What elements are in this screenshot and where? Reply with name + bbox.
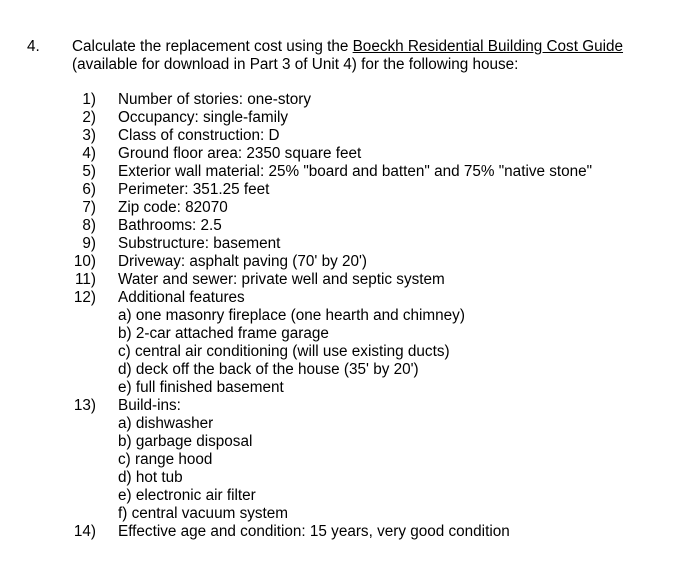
intro-text: Calculate the replacement cost using the [72,38,353,55]
build-in-item: c) range hood [118,451,213,468]
item-number: 12) [73,289,96,306]
additional-feature-item: b) 2-car attached frame garage [118,325,329,342]
item-text: Driveway: asphalt paving (70' by 20') [118,253,368,270]
question-intro [72,38,662,74]
item-number: 4) [82,145,96,162]
item-text: Occupancy: single-family [118,109,289,126]
build-in-item: a) dishwasher [118,415,214,432]
item-number: 10) [73,253,96,270]
list-item [62,397,662,415]
additional-feature-item: a) one masonry fireplace (one hearth and chimney) [118,307,465,324]
item-number: 11) [75,271,96,288]
item-text: Effective age and condition: 15 years, very good condition [118,523,510,540]
list-item [62,235,662,253]
build-in-item: d) hot tub [118,469,183,486]
item-text: Zip code: 82070 [118,199,228,216]
item-number: 2) [82,109,96,126]
item-text: Perimeter: 351.25 feet [118,181,270,198]
item-number: 1) [82,91,96,108]
list-item [62,289,662,307]
house-details-list [62,91,662,541]
build-in-item: e) electronic air filter [118,487,256,504]
list-item [62,145,662,163]
additional-feature-item: e) full finished basement [118,379,284,396]
item-number: 3) [82,127,96,144]
list-item [62,271,662,289]
list-item [62,163,662,181]
intro-line-2: (available for download in Part 3 of Unit 4) for the following house: [72,56,519,73]
list-item [62,109,662,127]
additional-feature-item: c) central air conditioning (will use existing ducts) [118,343,450,360]
item-number: 8) [82,217,96,234]
item-text: Exterior wall material: 25% "board and batten" and 75% "native stone" [118,163,593,180]
item-text: Substructure: basement [118,235,281,252]
item-number: 5) [82,163,96,180]
item-text: Additional features [118,289,245,306]
item-text: Class of construction: D [118,127,280,144]
list-item [62,127,662,145]
list-item [62,181,662,199]
intro-line-1 [72,38,662,56]
item-text: Ground floor area: 2350 square feet [118,145,362,162]
list-item [62,217,662,235]
item-number: 6) [82,181,96,198]
build-in-item: f) central vacuum system [118,505,289,522]
item-number: 7) [82,199,96,216]
list-item [62,91,662,109]
item-number: 14) [73,523,96,540]
list-item [62,253,662,271]
list-item [62,523,662,541]
additional-feature-item: d) deck off the back of the house (35' by 20') [118,361,419,378]
item-number: 9) [82,235,96,252]
question-number: 4. [27,38,40,55]
item-text: Bathrooms: 2.5 [118,217,222,234]
build-in-item: b) garbage disposal [118,433,253,450]
cost-guide-title: Boeckh Residential Building Cost Guide [352,38,624,55]
item-text: Number of stories: one-story [118,91,311,108]
item-number: 13) [73,397,96,414]
item-text: Build-ins: [118,397,181,414]
item-text: Water and sewer: private well and septic system [118,271,445,288]
list-item [62,199,662,217]
